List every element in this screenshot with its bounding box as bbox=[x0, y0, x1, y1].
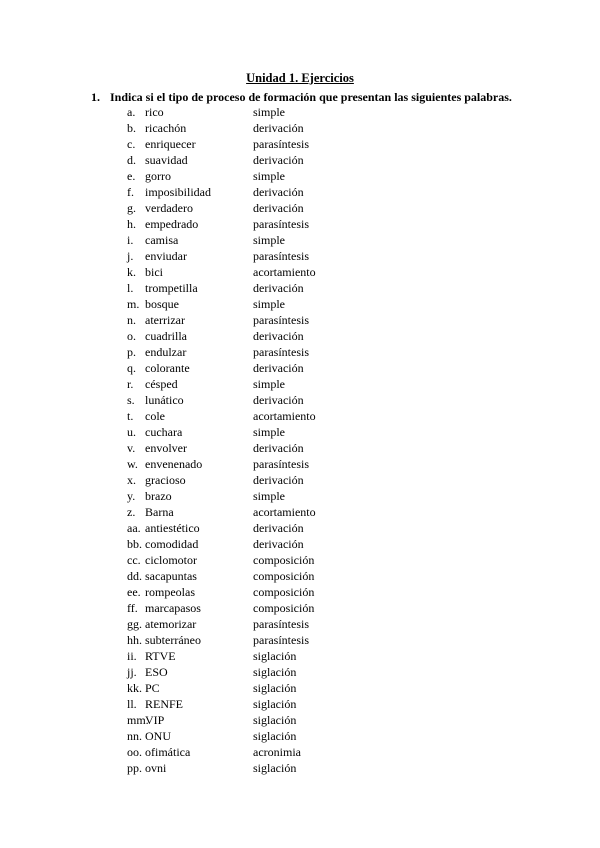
item-word: cuchara bbox=[145, 425, 183, 439]
item-type: simple bbox=[253, 377, 285, 391]
list-item bbox=[0, 280, 600, 296]
item-label: s. bbox=[127, 393, 135, 407]
item-type: acortamiento bbox=[253, 265, 316, 279]
item-label: q. bbox=[127, 361, 136, 375]
item-type: siglación bbox=[253, 681, 297, 695]
item-type: siglación bbox=[253, 697, 297, 711]
item-label: hh. bbox=[127, 633, 142, 647]
item-type: acortamiento bbox=[253, 505, 316, 519]
list-item bbox=[0, 152, 600, 168]
item-word: atemorizar bbox=[145, 617, 197, 631]
item-word: césped bbox=[145, 377, 178, 391]
item-word: antiestético bbox=[145, 521, 200, 535]
item-word: brazo bbox=[145, 489, 172, 503]
item-type: derivación bbox=[253, 153, 304, 167]
item-label: d. bbox=[127, 153, 136, 167]
list-item bbox=[0, 648, 600, 664]
item-type: simple bbox=[253, 105, 285, 119]
item-word: PC bbox=[145, 681, 160, 695]
list-item bbox=[0, 344, 600, 360]
item-type: parasíntesis bbox=[253, 249, 309, 263]
item-type: simple bbox=[253, 233, 285, 247]
item-word: ONU bbox=[145, 729, 171, 743]
item-label: n. bbox=[127, 313, 136, 327]
list-item bbox=[0, 456, 600, 472]
item-label: ff. bbox=[127, 601, 138, 615]
item-word: rompeolas bbox=[145, 585, 195, 599]
item-label: cc. bbox=[127, 553, 141, 567]
item-label: nn. bbox=[127, 729, 142, 743]
item-type: simple bbox=[253, 297, 285, 311]
page-title: Unidad 1. Ejercicios bbox=[246, 71, 354, 85]
item-label: r. bbox=[127, 377, 134, 391]
list-item bbox=[0, 616, 600, 632]
item-label: a. bbox=[127, 105, 136, 119]
item-word: Barna bbox=[145, 505, 174, 519]
list-item bbox=[0, 232, 600, 248]
item-label: ii. bbox=[127, 649, 137, 663]
item-type: derivación bbox=[253, 185, 304, 199]
list-item bbox=[0, 520, 600, 536]
list-item bbox=[0, 440, 600, 456]
item-type: simple bbox=[253, 169, 285, 183]
item-word: gorro bbox=[145, 169, 171, 183]
item-type: simple bbox=[253, 425, 285, 439]
list-item bbox=[0, 664, 600, 680]
item-type: composición bbox=[253, 553, 315, 567]
list-item bbox=[0, 424, 600, 440]
item-type: derivación bbox=[253, 361, 304, 375]
item-word: cole bbox=[145, 409, 165, 423]
item-label: f. bbox=[127, 185, 134, 199]
item-type: derivación bbox=[253, 441, 304, 455]
word-list bbox=[0, 104, 600, 776]
item-word: RTVE bbox=[145, 649, 176, 663]
item-type: acronimia bbox=[253, 745, 301, 759]
list-item bbox=[0, 136, 600, 152]
item-word: suavidad bbox=[145, 153, 188, 167]
item-type: derivación bbox=[253, 473, 304, 487]
item-word: camisa bbox=[145, 233, 179, 247]
list-item bbox=[0, 216, 600, 232]
item-type: derivación bbox=[253, 393, 304, 407]
item-word: comodidad bbox=[145, 537, 199, 551]
item-word: ciclomotor bbox=[145, 553, 197, 567]
item-type: parasíntesis bbox=[253, 345, 309, 359]
item-type: derivación bbox=[253, 329, 304, 343]
list-item bbox=[0, 296, 600, 312]
list-item bbox=[0, 168, 600, 184]
item-type: derivación bbox=[253, 537, 304, 551]
list-item bbox=[0, 472, 600, 488]
item-label: z. bbox=[127, 505, 136, 519]
item-type: siglación bbox=[253, 761, 297, 775]
item-label: y. bbox=[127, 489, 136, 503]
item-label: mm. bbox=[127, 713, 149, 727]
item-type: parasíntesis bbox=[253, 457, 309, 471]
item-word: gracioso bbox=[145, 473, 186, 487]
item-label: oo. bbox=[127, 745, 142, 759]
item-word: ricachón bbox=[145, 121, 187, 135]
list-item bbox=[0, 536, 600, 552]
item-label: bb. bbox=[127, 537, 142, 551]
item-type: siglación bbox=[253, 713, 297, 727]
item-label: j. bbox=[127, 249, 134, 263]
list-item bbox=[0, 328, 600, 344]
item-label: w. bbox=[127, 457, 138, 471]
list-item bbox=[0, 312, 600, 328]
item-word: ovni bbox=[145, 761, 167, 775]
item-word: ofimática bbox=[145, 745, 191, 759]
item-type: derivación bbox=[253, 121, 304, 135]
item-word: lunático bbox=[145, 393, 184, 407]
list-item bbox=[0, 600, 600, 616]
list-item bbox=[0, 120, 600, 136]
item-word: marcapasos bbox=[145, 601, 201, 615]
item-word: enriquecer bbox=[145, 137, 196, 151]
item-label: t. bbox=[127, 409, 134, 423]
item-type: parasíntesis bbox=[253, 633, 309, 647]
item-label: ll. bbox=[127, 697, 137, 711]
list-item bbox=[0, 744, 600, 760]
list-item bbox=[0, 680, 600, 696]
list-item bbox=[0, 408, 600, 424]
item-label: u. bbox=[127, 425, 136, 439]
item-type: parasíntesis bbox=[253, 617, 309, 631]
item-label: x. bbox=[127, 473, 136, 487]
list-item bbox=[0, 392, 600, 408]
item-word: rico bbox=[145, 105, 164, 119]
list-item bbox=[0, 584, 600, 600]
item-type: parasíntesis bbox=[253, 137, 309, 151]
list-item bbox=[0, 248, 600, 264]
item-label: pp. bbox=[127, 761, 142, 775]
list-item bbox=[0, 376, 600, 392]
item-label: k. bbox=[127, 265, 136, 279]
list-item bbox=[0, 184, 600, 200]
exercise-number: 1. bbox=[91, 90, 100, 104]
item-type: parasíntesis bbox=[253, 217, 309, 231]
item-label: b. bbox=[127, 121, 136, 135]
list-item bbox=[0, 200, 600, 216]
list-item bbox=[0, 264, 600, 280]
item-word: trompetilla bbox=[145, 281, 198, 295]
exercise-instruction bbox=[91, 90, 512, 104]
list-item bbox=[0, 504, 600, 520]
item-word: endulzar bbox=[145, 345, 187, 359]
item-label: v. bbox=[127, 441, 136, 455]
item-label: h. bbox=[127, 217, 136, 231]
item-word: ESO bbox=[145, 665, 168, 679]
item-label: l. bbox=[127, 281, 134, 295]
item-type: siglación bbox=[253, 665, 297, 679]
item-word: cuadrilla bbox=[145, 329, 187, 343]
item-word: aterrizar bbox=[145, 313, 185, 327]
item-label: gg. bbox=[127, 617, 142, 631]
list-item bbox=[0, 696, 600, 712]
item-word: imposibilidad bbox=[145, 185, 211, 199]
item-word: bici bbox=[145, 265, 163, 279]
item-word: empedrado bbox=[145, 217, 199, 231]
item-type: composición bbox=[253, 569, 315, 583]
item-label: o. bbox=[127, 329, 136, 343]
item-type: simple bbox=[253, 489, 285, 503]
item-type: composición bbox=[253, 601, 315, 615]
list-item bbox=[0, 760, 600, 776]
item-type: derivación bbox=[253, 201, 304, 215]
item-word: subterráneo bbox=[145, 633, 201, 647]
item-label: m. bbox=[127, 297, 140, 311]
item-label: ee. bbox=[127, 585, 141, 599]
list-item bbox=[0, 360, 600, 376]
item-label: i. bbox=[127, 233, 134, 247]
item-word: bosque bbox=[145, 297, 179, 311]
item-label: dd. bbox=[127, 569, 142, 583]
list-item bbox=[0, 104, 600, 120]
list-item bbox=[0, 632, 600, 648]
item-label: jj. bbox=[127, 665, 137, 679]
list-item bbox=[0, 552, 600, 568]
item-label: aa. bbox=[127, 521, 141, 535]
item-word: verdadero bbox=[145, 201, 193, 215]
item-word: colorante bbox=[145, 361, 190, 375]
item-word: VIP bbox=[145, 713, 165, 727]
item-word: envolver bbox=[145, 441, 187, 455]
item-type: composición bbox=[253, 585, 315, 599]
item-label: kk. bbox=[127, 681, 142, 695]
list-item bbox=[0, 728, 600, 744]
list-item bbox=[0, 712, 600, 728]
item-word: envenenado bbox=[145, 457, 203, 471]
item-word: RENFE bbox=[145, 697, 184, 711]
item-label: p. bbox=[127, 345, 136, 359]
list-item bbox=[0, 568, 600, 584]
item-type: siglación bbox=[253, 649, 297, 663]
item-type: derivación bbox=[253, 281, 304, 295]
item-type: parasíntesis bbox=[253, 313, 309, 327]
item-label: e. bbox=[127, 169, 136, 183]
item-word: enviudar bbox=[145, 249, 187, 263]
item-type: siglación bbox=[253, 729, 297, 743]
list-item bbox=[0, 488, 600, 504]
item-type: derivación bbox=[253, 521, 304, 535]
item-word: sacapuntas bbox=[145, 569, 197, 583]
item-type: acortamiento bbox=[253, 409, 316, 423]
exercise-instruction-text: Indica si el tipo de proceso de formación que presentan las siguientes palabras. bbox=[110, 90, 512, 104]
item-label: g. bbox=[127, 201, 136, 215]
item-label: c. bbox=[127, 137, 136, 151]
